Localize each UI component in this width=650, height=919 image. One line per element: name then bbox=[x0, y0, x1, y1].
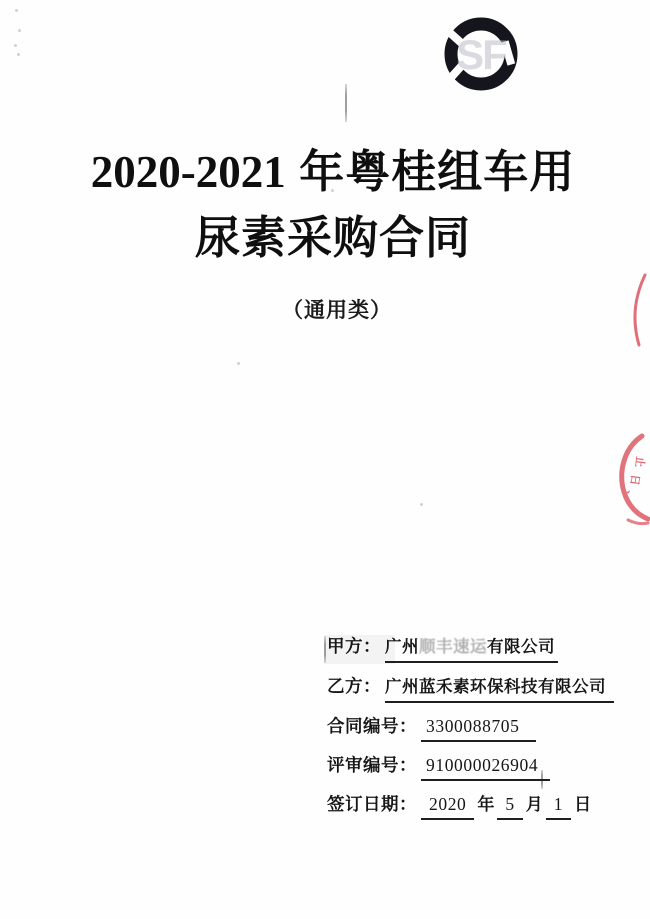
seal-glyph-bottom: 、 bbox=[623, 489, 637, 503]
sign-date-day: 1 bbox=[546, 791, 571, 820]
review-no-value: 910000026904 bbox=[421, 752, 550, 781]
party-a-row bbox=[327, 633, 614, 663]
scan-speck bbox=[420, 503, 423, 506]
scan-artifact-line bbox=[345, 84, 347, 122]
scan-speck bbox=[14, 44, 17, 47]
sign-date-year: 2020 bbox=[421, 791, 474, 820]
contract-title bbox=[0, 139, 650, 271]
sign-date-month-unit: 月 bbox=[525, 795, 543, 814]
sign-date-month: 5 bbox=[497, 791, 522, 820]
title-year-range: 2020-2021 bbox=[90, 147, 286, 197]
party-a-label: 甲方： bbox=[327, 636, 381, 656]
seal-glyph-mid: 日 bbox=[627, 473, 641, 487]
red-seal-fragment-bottom bbox=[606, 430, 650, 526]
scan-speck bbox=[15, 9, 18, 12]
title-line1-text: 年粤桂组车用 bbox=[285, 146, 576, 197]
sign-date-row bbox=[327, 791, 614, 820]
contract-title-line1 bbox=[16, 139, 650, 205]
party-a-value bbox=[385, 634, 558, 663]
red-seal-fragment-top bbox=[626, 272, 650, 348]
contract-no-value: 3300088705 bbox=[421, 713, 536, 742]
contract-subtitle: （通用类） bbox=[282, 299, 392, 322]
contract-info-block bbox=[327, 633, 614, 830]
contract-title-line2: 尿素采购合同 bbox=[194, 212, 471, 263]
party-a-prefix: 广州 bbox=[385, 638, 419, 656]
sign-date-label: 签订日期： bbox=[327, 794, 417, 814]
scan-speck bbox=[18, 29, 21, 32]
seal-glyph-top: 止 bbox=[632, 455, 646, 469]
scan-speck bbox=[17, 53, 20, 56]
sf-logo bbox=[441, 15, 521, 95]
review-no-label: 评审编号： bbox=[327, 755, 417, 775]
party-b-value: 广州蓝禾素环保科技有限公司 bbox=[385, 674, 614, 703]
sf-logo-letters: SF bbox=[456, 31, 506, 78]
party-a-suffix: 有限公司 bbox=[487, 638, 555, 656]
review-no-row bbox=[327, 752, 614, 781]
scan-speck bbox=[237, 362, 240, 365]
contract-no-row bbox=[327, 713, 614, 742]
contract-no-label: 合同编号： bbox=[327, 716, 417, 736]
sign-date-year-unit: 年 bbox=[477, 795, 495, 814]
sign-date-day-unit: 日 bbox=[574, 795, 592, 814]
party-a-faded-text: 顺丰速运 bbox=[419, 638, 487, 656]
party-b-row bbox=[327, 673, 614, 703]
scan-artifact-line bbox=[324, 636, 326, 663]
party-b-label: 乙方： bbox=[327, 676, 381, 696]
